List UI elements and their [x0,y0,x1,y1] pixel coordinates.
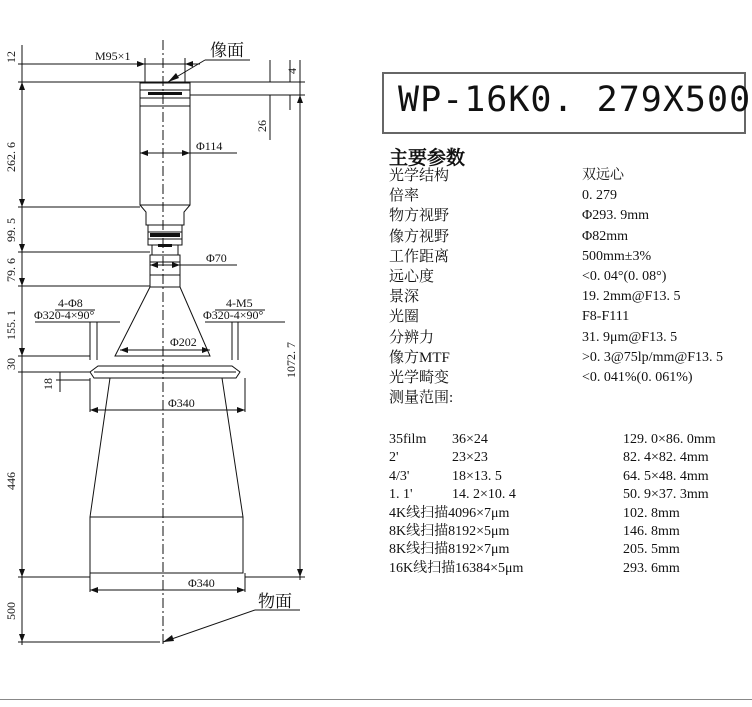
range-format: 1. 1' [389,487,413,503]
range-format: 8K线扫描8192×5μm [389,523,510,539]
dim-left-446: 446 [4,472,18,490]
spec-label: 物方视野 [389,208,450,225]
range-field: 205. 5mm [623,542,680,558]
range-field: 82. 4×82. 4mm [623,450,709,466]
spec-label: 光学结构 [389,168,450,184]
spec-label: 远心度 [389,268,435,285]
range-sensor: 14. 2×10. 4 [452,487,516,503]
range-sensor: 18×13. 5 [452,468,502,484]
range-format: 4K线扫描4096×7μm [389,505,510,521]
spec-value: >0. 3@75lp/mm@F13. 5 [582,349,724,365]
dim-left-79: 79. 6 [4,258,18,282]
dim-left-99: 99. 5 [4,218,18,242]
spec-value: 31. 9μm@F13. 5 [582,329,678,345]
image-plane-label: 像面 [210,41,244,60]
dim-d202: Φ202 [170,335,197,349]
range-format: 8K线扫描8192×7μm [389,542,510,558]
spec-label: 光学畸变 [389,369,450,386]
spec-value: <0. 041%(0. 061%) [582,369,693,385]
range-field: 293. 6mm [623,560,680,576]
dim-d340-bottom: Φ340 [188,576,215,590]
holes-right-pcd: Φ320-4×90° [203,308,264,322]
spec-value: 0. 279 [582,188,617,204]
model-title: WP-16K0. 279X500 [398,80,752,120]
footer-divider [0,699,752,700]
spec-value: Φ82mm [582,228,629,244]
dim-d340-top: Φ340 [168,396,195,410]
dim-left-30: 30 [4,358,18,370]
dim-d114: Φ114 [196,139,223,153]
spec-value: 500mm±3% [582,248,652,264]
range-format: 16K线扫描16384×5μm [389,560,524,576]
spec-label: 倍率 [389,188,420,205]
object-plane-label: 物面 [258,592,292,611]
dim-right-26: 26 [255,120,269,132]
dim-d70: Φ70 [206,251,227,265]
range-field: 129. 0×86. 0mm [623,432,716,447]
range-field: 146. 8mm [623,523,680,539]
dim-left-500: 500 [4,602,18,620]
spec-label: 光圈 [389,309,420,326]
spec-value: Φ293. 9mm [582,208,650,224]
range-field: 64. 5×48. 4mm [623,468,709,484]
spec-label: 像方MTF [389,349,450,366]
dim-right-total: 1072. 7 [284,342,298,378]
spec-value: 双远心 [582,168,624,183]
dim-left-12: 12 [4,51,18,63]
spec-label: 景深 [389,289,420,306]
holes-right-label: 4-M5 [226,296,253,310]
holes-left-pcd: Φ320-4×90° [34,308,95,322]
range-format: 35film [389,432,427,447]
spec-label: 像方视野 [389,228,450,245]
spec-label: 测量范围: [389,390,454,407]
dim-left-155: 155. 1 [4,310,18,340]
spec-label: 工作距离 [389,248,450,265]
spec-value: <0. 04°(0. 08°) [582,268,667,284]
dim-right-4: 4 [285,68,299,74]
range-sensor: 36×24 [452,432,488,447]
spec-label: 分辨力 [389,329,435,346]
holes-left-label: 4-Φ8 [58,296,83,310]
dim-left-18: 18 [41,378,55,390]
spec-value: F8-F111 [582,309,630,325]
range-field: 102. 8mm [623,505,680,521]
specs-heading: 主要参数 [389,147,466,169]
dim-left-262: 262. 6 [4,142,18,172]
range-field: 50. 9×37. 3mm [623,487,709,503]
range-format: 2' [389,450,399,466]
range-format: 4/3' [389,468,410,484]
thread-label: M95×1 [95,49,131,63]
range-sensor: 23×23 [452,450,488,466]
spec-value: 19. 2mm@F13. 5 [582,289,681,305]
